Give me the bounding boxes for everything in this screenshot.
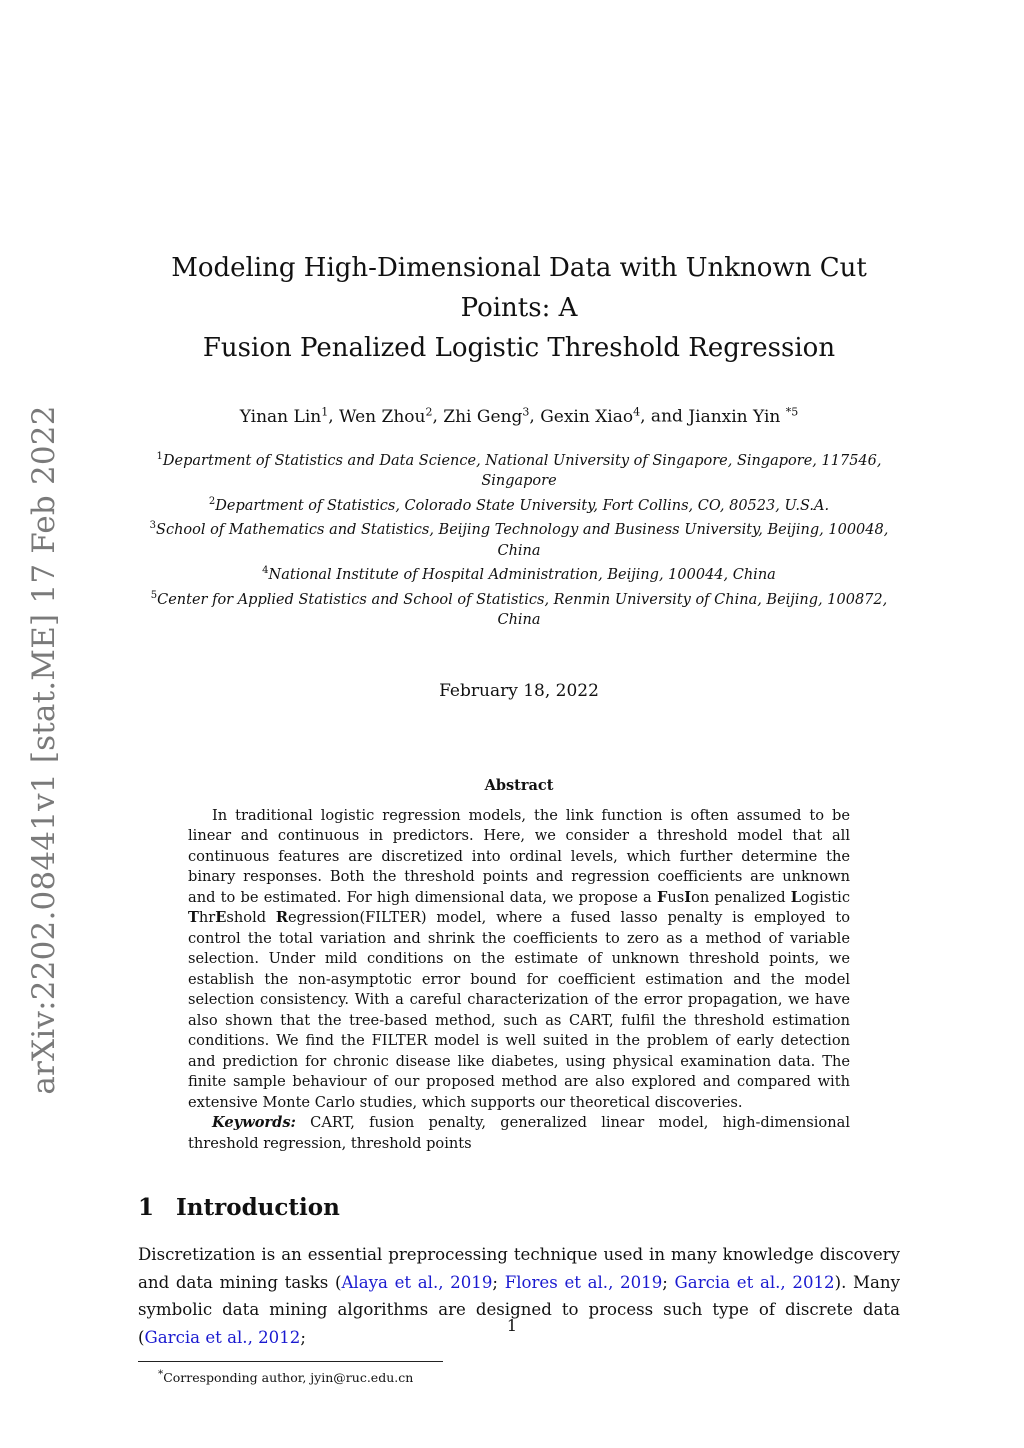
intro-paragraph: Discretization is an essential preprocessing technique used in many knowledge discovery and data mining tasks (Alaya et al., 2019; Flores et al., 2019; Garcia et al., 2012). Many symbolic data mining algorithms are designed to process such type of discrete data (Garcia et al., 2012; bbox=[138, 1245, 900, 1347]
arxiv-identifier-text: arXiv:2202.08441v1 [stat.ME] 17 Feb 2022 bbox=[26, 405, 62, 1095]
arxiv-identifier bbox=[24, 405, 64, 1095]
affiliation: $^2$Department of Statistics, Colorado State University, Fort Collins, CO, 80523, U.S.A. bbox=[208, 495, 830, 514]
keywords-paragraph bbox=[188, 1113, 850, 1154]
title-line-2: Fusion Penalized Logistic Threshold Regression bbox=[202, 333, 836, 363]
section-heading bbox=[138, 1194, 900, 1221]
citation-link[interactable]: Flores et al., 2019 bbox=[504, 1272, 663, 1292]
affiliation: $^3$School of Mathematics and Statistics, Beijing Technology and Business University, Beijing, 100048, China bbox=[149, 520, 889, 559]
author-list: Yinan Lin$^1$, Wen Zhou$^2$, Zhi Geng$^3$, Gexin Xiao$^4$, and Jianxin Yin $^{*5}$ bbox=[239, 405, 799, 427]
page-number: 1 bbox=[506, 1316, 518, 1335]
abstract-body bbox=[188, 806, 850, 1155]
author: Gexin Xiao$^4$ bbox=[540, 405, 641, 427]
abstract-heading: Abstract bbox=[484, 776, 554, 794]
title-line-1: Modeling High-Dimensional Data with Unknown Cut Points: A bbox=[171, 253, 867, 323]
paper-page bbox=[138, 248, 900, 1385]
citation-link[interactable]: Garcia et al., 2012 bbox=[144, 1327, 301, 1347]
abstract-paragraph: In traditional logistic regression models, the link function is often assumed to be linear and continuous in predictors. Here, we consider a threshold model that all continuous features are discretized into ordinal levels, which further determine the binary responses. Both the threshold points and regression coefficients are unknown and to be estimated. For high dimensional data, we propose a FusIon penalized Logistic ThrEshold Regression(FILTER) model, where a fused lasso penalty is employed to control the total variation and shrink the coefficients to zero as a method of variable selection. Under mild conditions on the estimate of unknown threshold points, we establish the non-asymptotic error bound for coefficient estimation and the model selection consistency. With a careful characterization of the error propagation, we have also shown that the tree-based method, such as CART, fulfil the threshold estimation conditions. We find the FILTER model is well suited in the problem of early detection and prediction for chronic disease like diabetes, using physical examination data. The finite sample behaviour of our proposed method are also explored and compared with extensive Monte Carlo studies, which supports our theoretical discoveries. bbox=[188, 806, 851, 1111]
section-title: Introduction bbox=[176, 1194, 340, 1222]
keywords-text: CART, fusion penalty, generalized linear model, high-dimensional threshold regression, threshold points bbox=[188, 1114, 850, 1152]
author: Yinan Lin$^1$ bbox=[239, 405, 329, 427]
citation-link[interactable]: Garcia et al., 2012 bbox=[674, 1272, 835, 1292]
author: Wen Zhou$^2$ bbox=[339, 405, 433, 427]
affiliation: $^4$National Institute of Hospital Administration, Beijing, 100044, China bbox=[262, 565, 776, 583]
author: Jianxin Yin $^{*5}$ bbox=[688, 405, 799, 427]
author: Zhi Geng$^3$ bbox=[443, 405, 530, 427]
affiliation: $^1$Department of Statistics and Data Science, National University of Singapore, Singapore, 117546, Singapore bbox=[156, 450, 882, 490]
affiliation-list bbox=[138, 447, 900, 631]
citation-link[interactable]: Alaya et al., 2019 bbox=[341, 1272, 493, 1292]
publication-date: February 18, 2022 bbox=[439, 680, 599, 701]
keywords-label: Keywords: bbox=[212, 1114, 296, 1132]
paper-title bbox=[138, 248, 900, 368]
affiliation: $^5$Center for Applied Statistics and School of Statistics, Renmin University of China, Beijing, 100872, China bbox=[150, 589, 888, 628]
footnote-rule bbox=[138, 1361, 443, 1362]
section-number: 1 bbox=[138, 1194, 155, 1222]
footnote: *Corresponding author, jyin@ruc.edu.cn bbox=[158, 1368, 414, 1386]
